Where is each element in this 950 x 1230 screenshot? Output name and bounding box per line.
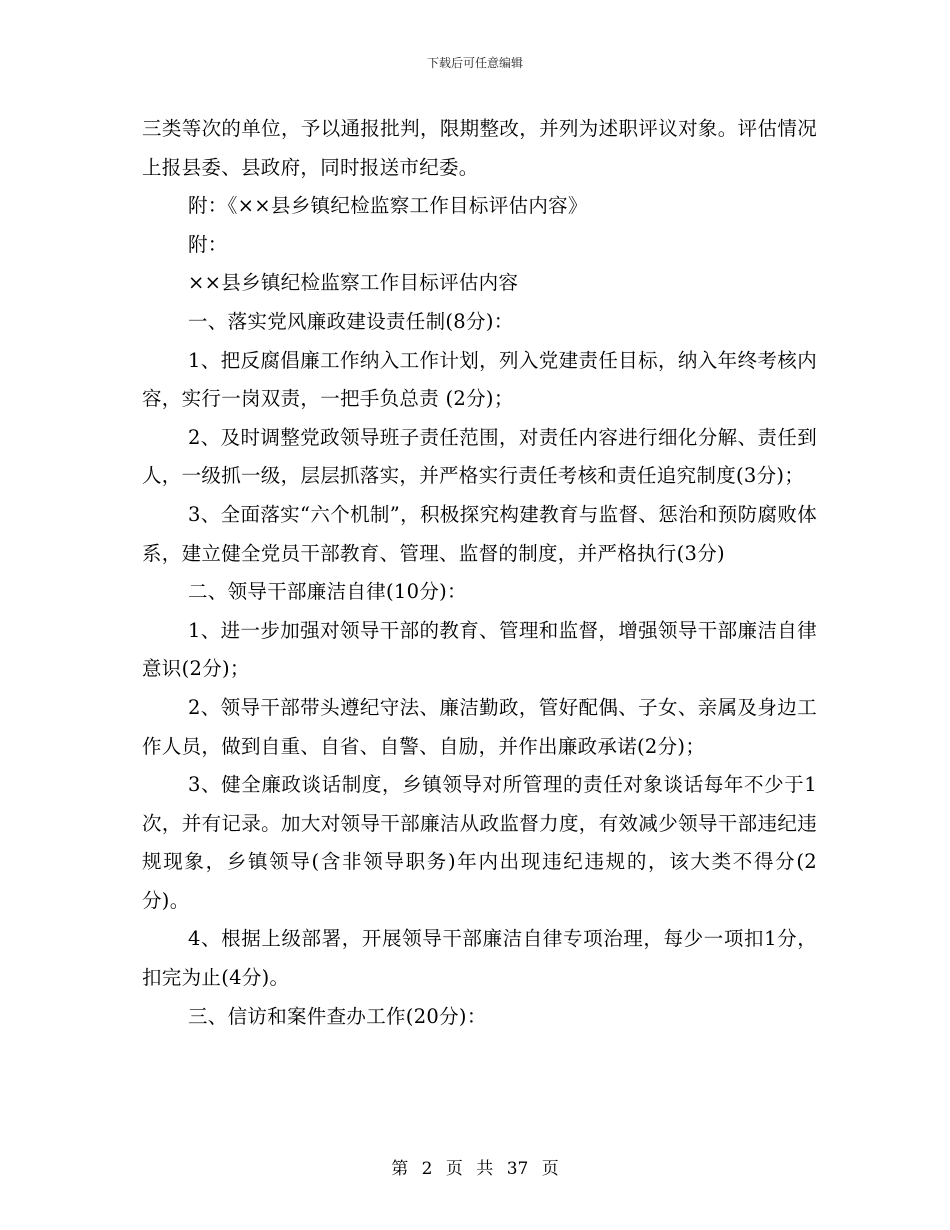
paragraph: 附： — [188, 232, 228, 256]
paragraph: ××县乡镇纪检监察工作目标评估内容 — [188, 271, 519, 295]
paragraph: 2、领导干部带头遵纪守法、廉洁勤政，管好配偶、子女、亲属及身边工作人员，做到自重、自省、自警、自励，并作出廉政承诺(2分)； — [142, 695, 817, 758]
section-heading: 二、领导干部廉洁自律(10分)： — [188, 580, 467, 604]
paragraph: 1、进一步加强对领导干部的教育、管理和监督，增强领导干部廉洁自律意识(2分)； — [142, 618, 817, 681]
section-heading: 三、信访和案件查办工作(20分)： — [188, 1004, 487, 1028]
paragraph: 4、根据上级部署，开展领导干部廉洁自律专项治理，每少一项扣1分，扣完为止(4分)。 — [142, 927, 817, 990]
paragraph: 2、及时调整党政领导班子责任范围，对责任内容进行细化分解、责任到人，一级抓一级，层层抓落实，并严格实行责任考核和责任追究制度(3分)； — [142, 425, 817, 488]
page-footer: 第 2 页 共 37 页 — [391, 1159, 559, 1179]
paragraph: 3、全面落实“六个机制”，积极探究构建教育与监督、惩治和预防腐败体系，建立健全党员干部教育、管理、监督的制度，并严格执行(3分) — [142, 502, 817, 565]
section-heading: 一、落实党风廉政建设责任制(8分)： — [188, 309, 514, 333]
paragraph: 附：《××县乡镇纪检监察工作目标评估内容》 — [188, 194, 588, 218]
document-body — [142, 110, 817, 1036]
page-header: 下载后可任意编辑 — [426, 56, 523, 70]
paragraph: 3、健全廉政谈话制度，乡镇领导对所管理的责任对象谈话每年不少于1次，并有记录。加大对领导干部廉洁从政监督力度，有效减少领导干部违纪违规现象，乡镇领导(含非领导职务)年内出现违纪违规的，该大类不得分(2分)。 — [142, 773, 817, 912]
paragraph: 1、把反腐倡廉工作纳入工作计划，列入党建责任目标，纳入年终考核内容，实行一岗双责，一把手负总责 (2分)； — [142, 348, 817, 411]
paragraph: 三类等次的单位，予以通报批判，限期整改，并列为述职评议对象。评估情况上报县委、县政府，同时报送市纪委。 — [142, 117, 817, 179]
